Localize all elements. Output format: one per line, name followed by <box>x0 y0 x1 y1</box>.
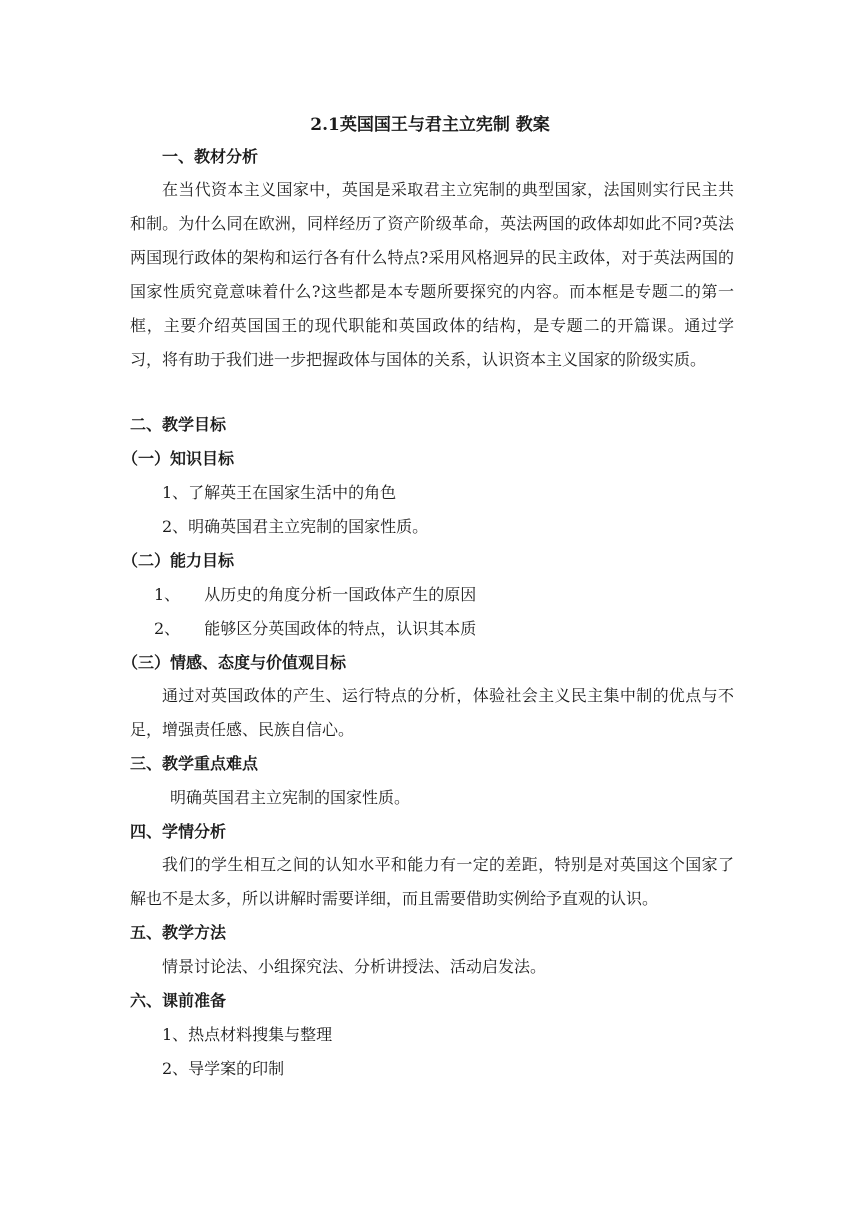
list-item-number: 2、 <box>154 619 181 638</box>
subsection-heading-emotion-goals: （三）情感、态度与价值观目标 <box>122 653 347 672</box>
list-item-text: 能够区分英国政体的特点，认识其本质 <box>204 619 477 638</box>
list-item-text: 从历史的角度分析一国政体产生的原因 <box>204 585 477 604</box>
list-item: 1、热点材料搜集与整理 <box>162 1025 333 1044</box>
section-heading-teaching-goals: 二、教学目标 <box>130 415 227 434</box>
list-item: 1、了解英王在国家生活中的角色 <box>162 483 397 502</box>
section-paragraph-emotion-goals: 通过对英国政体的产生、运行特点的分析，体验社会主义民主集中制的优点与不足，增强责任感、民族自信心。 <box>130 686 734 739</box>
section-paragraph-teaching-material: 在当代资本主义国家中，英国是采取君主立宪制的典型国家，法国则实行民主共和制。为什么同在欧洲，同样经历了资产阶级革命，英法两国的政体却如此不同?英法两国现行政体的架构和运行各有什么特点?采用风格迥异的民主政体，对于英法两国的国家性质究竟意味着什么?这些都是本专题所要探究的内容。而本框是专题二的第一框，主要介绍英国国王的现代职能和英国政体的结构，是专题二的开篇课。通过学习，将有助于我们进一步把握政体与国体的关系，认识资本主义国家的阶级实质。 <box>130 180 734 369</box>
document-title: 2.1英国国王与君主立宪制 教案 <box>310 115 550 135</box>
section-text-teaching-methods: 情景讨论法、小组探究法、分析讲授法、活动启发法。 <box>162 957 547 976</box>
section-heading-key-points: 三、教学重点难点 <box>130 754 259 773</box>
section-paragraph-student-analysis: 我们的学生相互之间的认知水平和能力有一定的差距，特别是对英国这个国家了解也不是太多，所以讲解时需要详细，而且需要借助实例给予直观的认识。 <box>130 855 734 908</box>
section-text-key-points: 明确英国君主立宪制的国家性质。 <box>170 788 411 807</box>
section-heading-student-analysis: 四、学情分析 <box>130 822 227 841</box>
list-item <box>154 582 476 608</box>
subsection-heading-knowledge-goals: （一）知识目标 <box>122 449 235 468</box>
section-heading-preparation: 六、课前准备 <box>130 991 227 1010</box>
list-item-number: 1、 <box>154 585 181 604</box>
list-item: 2、明确英国君主立宪制的国家性质。 <box>162 517 429 536</box>
list-item: 2、导学案的印制 <box>162 1059 285 1078</box>
list-item <box>154 616 476 642</box>
subsection-heading-ability-goals: （二）能力目标 <box>122 551 235 570</box>
section-heading-teaching-methods: 五、教学方法 <box>130 923 227 942</box>
section-heading-teaching-material: 一、教材分析 <box>162 147 259 166</box>
